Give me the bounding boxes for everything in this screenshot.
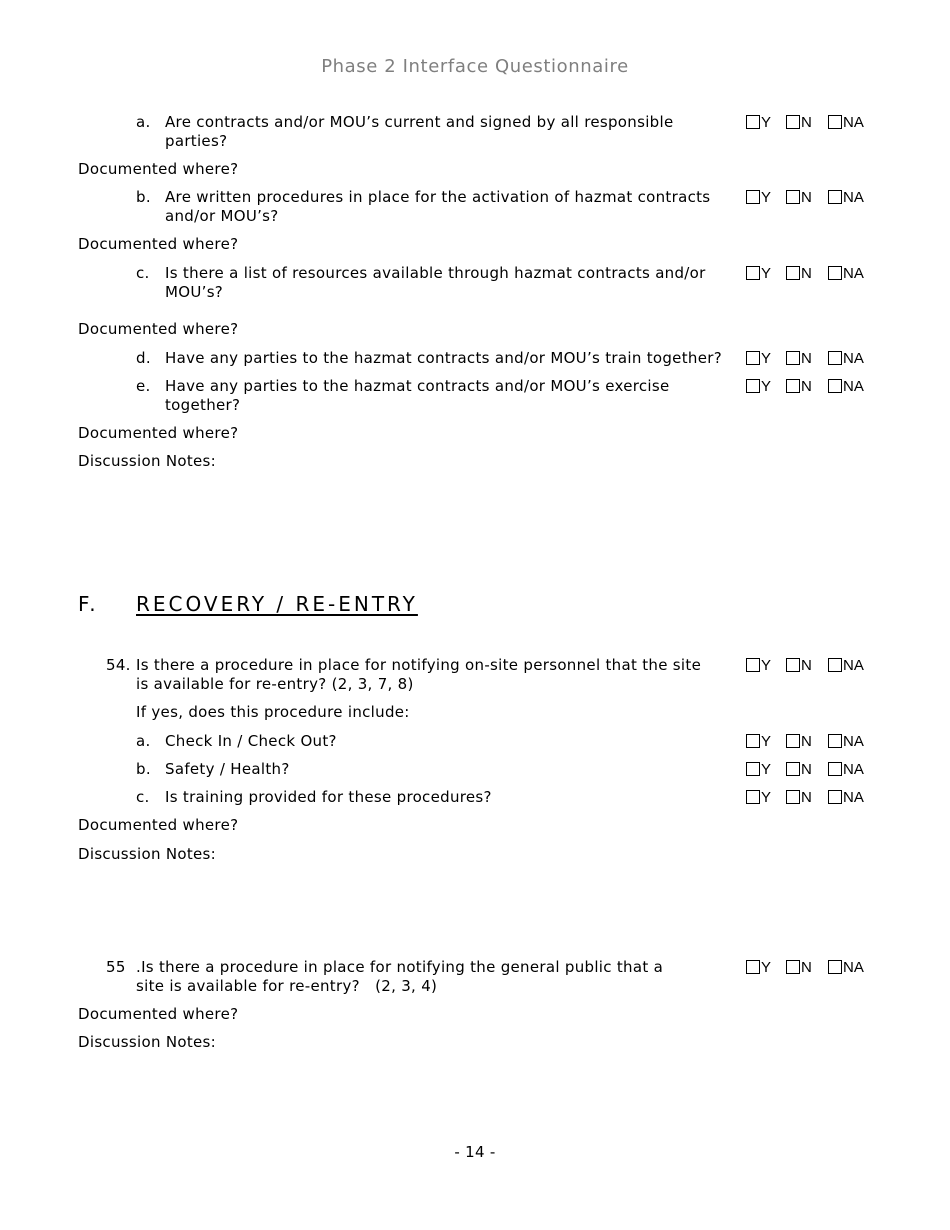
option-label: Y	[761, 788, 772, 806]
option-yes[interactable]	[746, 350, 771, 366]
option-yes[interactable]	[746, 114, 771, 130]
option-label: N	[801, 188, 812, 206]
item-c-text	[136, 264, 706, 283]
option-label: Y	[761, 188, 772, 206]
section-heading	[78, 592, 418, 616]
option-label: NA	[843, 113, 864, 131]
question-line: Are contracts and/or MOU’s current and signed by all responsible	[165, 113, 674, 131]
option-na[interactable]	[828, 265, 864, 281]
item-e-text-cont: together?	[165, 396, 241, 414]
option-na[interactable]	[828, 657, 864, 673]
documented-where: Documented where?	[78, 235, 239, 253]
question-54-text-cont: is available for re-entry? (2, 3, 7, 8)	[136, 675, 414, 693]
option-label: Y	[761, 958, 772, 976]
discussion-notes: Discussion Notes:	[78, 845, 217, 863]
checkbox[interactable]	[828, 762, 842, 776]
checkbox[interactable]	[746, 115, 760, 129]
question-line: Have any parties to the hazmat contracts and/or MOU’s exercise	[165, 377, 670, 395]
documented-where: Documented where?	[78, 320, 239, 338]
question-line: Is there a list of resources available through hazmat contracts and/or	[165, 264, 706, 282]
option-label: NA	[843, 377, 864, 395]
checkbox[interactable]	[828, 379, 842, 393]
item-label: b.	[136, 760, 151, 778]
checkbox[interactable]	[786, 790, 800, 804]
question-line: Safety / Health?	[165, 760, 290, 778]
option-no[interactable]	[786, 789, 812, 805]
option-no[interactable]	[786, 733, 812, 749]
option-na[interactable]	[828, 114, 864, 130]
question-55-text: .Is there a procedure in place for notifying the general public that a	[136, 958, 664, 976]
item-c-text-cont: MOU’s?	[165, 283, 224, 301]
checkbox[interactable]	[786, 379, 800, 393]
checkbox[interactable]	[746, 960, 760, 974]
option-no[interactable]	[786, 189, 812, 205]
option-label: Y	[761, 113, 772, 131]
option-yes[interactable]	[746, 189, 771, 205]
checkbox[interactable]	[828, 734, 842, 748]
option-no[interactable]	[786, 959, 812, 975]
checkbox[interactable]	[746, 734, 760, 748]
question-line: Are written procedures in place for the activation of hazmat contracts	[165, 188, 711, 206]
checkbox[interactable]	[746, 190, 760, 204]
option-label: N	[801, 788, 812, 806]
checkbox[interactable]	[786, 658, 800, 672]
checkbox[interactable]	[746, 379, 760, 393]
item-label: c.	[136, 264, 150, 282]
checkbox[interactable]	[746, 266, 760, 280]
checkbox[interactable]	[786, 266, 800, 280]
checkbox[interactable]	[786, 115, 800, 129]
option-na[interactable]	[828, 789, 864, 805]
option-label: Y	[761, 264, 772, 282]
option-label: N	[801, 377, 812, 395]
option-no[interactable]	[786, 350, 812, 366]
option-label: N	[801, 113, 812, 131]
option-no[interactable]	[786, 378, 812, 394]
item-b-text-cont: and/or MOU’s?	[165, 207, 279, 225]
checkbox[interactable]	[828, 351, 842, 365]
checkbox[interactable]	[746, 351, 760, 365]
question-line: Is training provided for these procedures?	[165, 788, 492, 806]
checkbox[interactable]	[746, 762, 760, 776]
item-a-text	[136, 113, 674, 132]
item-d-text	[136, 349, 722, 368]
question-54-number: 54.	[106, 656, 131, 674]
checkbox[interactable]	[786, 351, 800, 365]
item-label: a.	[136, 113, 151, 131]
discussion-notes: Discussion Notes:	[78, 452, 217, 470]
discussion-notes: Discussion Notes:	[78, 1033, 217, 1051]
question-55-text-cont: site is available for re-entry? (2, 3, 4)	[136, 977, 438, 995]
checkbox[interactable]	[786, 762, 800, 776]
documented-where: Documented where?	[78, 1005, 239, 1023]
option-label: Y	[761, 656, 772, 674]
checkbox[interactable]	[828, 790, 842, 804]
option-na[interactable]	[828, 733, 864, 749]
option-label: Y	[761, 732, 772, 750]
item-e-text	[136, 377, 670, 396]
item-label: d.	[136, 349, 151, 367]
option-no[interactable]	[786, 657, 812, 673]
documented-where: Documented where?	[78, 816, 239, 834]
sub-item-a-text	[136, 732, 337, 751]
checkbox[interactable]	[828, 190, 842, 204]
option-label: N	[801, 656, 812, 674]
option-label: NA	[843, 760, 864, 778]
option-label: NA	[843, 732, 864, 750]
option-yes[interactable]	[746, 378, 771, 394]
item-label: a.	[136, 732, 151, 750]
page-number: - 14 -	[454, 1143, 496, 1161]
option-no[interactable]	[786, 761, 812, 777]
option-na[interactable]	[828, 761, 864, 777]
option-yes[interactable]	[746, 265, 771, 281]
checkbox[interactable]	[786, 734, 800, 748]
documented-where: Documented where?	[78, 424, 239, 442]
item-label: c.	[136, 788, 150, 806]
option-label: NA	[843, 188, 864, 206]
checkbox[interactable]	[828, 266, 842, 280]
checkbox[interactable]	[828, 115, 842, 129]
checkbox[interactable]	[786, 190, 800, 204]
option-na[interactable]	[828, 378, 864, 394]
option-yes[interactable]	[746, 733, 771, 749]
section-letter: F.	[78, 592, 99, 616]
option-no[interactable]	[786, 114, 812, 130]
checkbox[interactable]	[828, 658, 842, 672]
page-header: Phase 2 Interface Questionnaire	[321, 56, 629, 77]
option-no[interactable]	[786, 265, 812, 281]
option-label: Y	[761, 349, 772, 367]
documented-where: Documented where?	[78, 160, 239, 178]
option-label: Y	[761, 760, 772, 778]
question-55-number: 55	[106, 958, 126, 976]
section-title: RECOVERY / RE-ENTRY	[136, 592, 418, 616]
question-54-text: Is there a procedure in place for notifying on-site personnel that the site	[136, 656, 702, 674]
option-label: N	[801, 349, 812, 367]
checkbox[interactable]	[746, 790, 760, 804]
checkbox[interactable]	[786, 960, 800, 974]
item-b-text	[136, 188, 710, 207]
question-line: Check In / Check Out?	[165, 732, 337, 750]
option-label: NA	[843, 656, 864, 674]
option-label: N	[801, 760, 812, 778]
option-label: NA	[843, 349, 864, 367]
option-na[interactable]	[828, 350, 864, 366]
sub-item-c-text	[136, 788, 492, 807]
option-na[interactable]	[828, 959, 864, 975]
checkbox[interactable]	[746, 658, 760, 672]
question-54-intro: If yes, does this procedure include:	[136, 703, 410, 721]
option-na[interactable]	[828, 189, 864, 205]
item-label: e.	[136, 377, 151, 395]
option-label: NA	[843, 788, 864, 806]
option-label: N	[801, 264, 812, 282]
option-label: Y	[761, 377, 772, 395]
option-label: N	[801, 732, 812, 750]
option-label: NA	[843, 958, 864, 976]
sub-item-b-text	[136, 760, 290, 779]
item-label: b.	[136, 188, 151, 206]
item-a-text-cont: parties?	[165, 132, 228, 150]
option-yes[interactable]	[746, 789, 771, 805]
option-label: NA	[843, 264, 864, 282]
option-yes[interactable]	[746, 657, 771, 673]
option-yes[interactable]	[746, 959, 771, 975]
checkbox[interactable]	[828, 960, 842, 974]
option-label: N	[801, 958, 812, 976]
question-line: Have any parties to the hazmat contracts and/or MOU’s train together?	[165, 349, 722, 367]
option-yes[interactable]	[746, 761, 771, 777]
